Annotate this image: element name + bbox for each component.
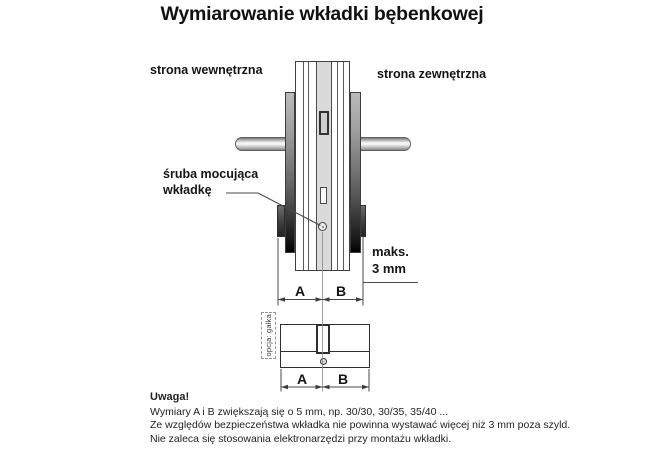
cam-notch	[316, 324, 330, 354]
inner-side-label: strona wewnętrzna	[150, 63, 263, 77]
notes	[150, 391, 590, 446]
escutcheon-outer	[350, 92, 361, 253]
note-line: Ze względów bezpieczeństwa wkładka nie powinna wystawać więcej niż 3 mm poza szyld.	[150, 419, 571, 432]
door-layer-line	[337, 62, 338, 270]
handle-spindle-inner	[235, 137, 285, 152]
screw-label-line1: śruba mocująca	[163, 167, 259, 181]
max-protrusion-label	[372, 244, 409, 277]
dimension-a-upper: A	[294, 283, 306, 299]
dimension-a-lower: A	[296, 371, 308, 387]
escutcheon-inner	[285, 92, 296, 253]
cylinder-end-outer	[360, 205, 366, 237]
note-line: Wymiary A i B zwiększają się o 5 mm, np. 30/30, 30/35, 35/40 ...	[150, 406, 449, 418]
cylinder-slot	[320, 187, 327, 204]
max-label-line1: maks.	[372, 244, 409, 259]
page-title: Wymiarowanie wkładki bębenkowej	[160, 3, 484, 25]
notes-heading: Uwaga!	[150, 391, 190, 403]
cylinder-channel	[316, 62, 332, 270]
door-layer-line	[343, 62, 344, 270]
note-line: Nie zaleca się stosowania elektronarzędzi przy montażu wkładki.	[150, 432, 452, 445]
max-label-line2: 3 mm	[372, 260, 406, 276]
screw-label-line2: wkładkę	[163, 182, 212, 197]
profile-screw	[320, 358, 327, 365]
screw-center-dot	[322, 226, 324, 228]
dimension-b-upper: B	[335, 283, 347, 299]
outer-side-label: strona zewnętrzna	[377, 67, 487, 81]
knob-option-box	[261, 312, 276, 359]
mounting-screw	[318, 222, 327, 231]
dimension-b-lower: B	[337, 371, 349, 387]
profile-screw-dot	[323, 361, 325, 363]
handle-spindle-outer	[361, 137, 411, 152]
door-layer-line	[303, 62, 304, 270]
knob-option-label: opcja: gałka	[264, 313, 273, 357]
door-layer-line	[308, 62, 309, 270]
mounting-screw-label	[163, 167, 258, 198]
cylinder-cam	[319, 111, 329, 135]
